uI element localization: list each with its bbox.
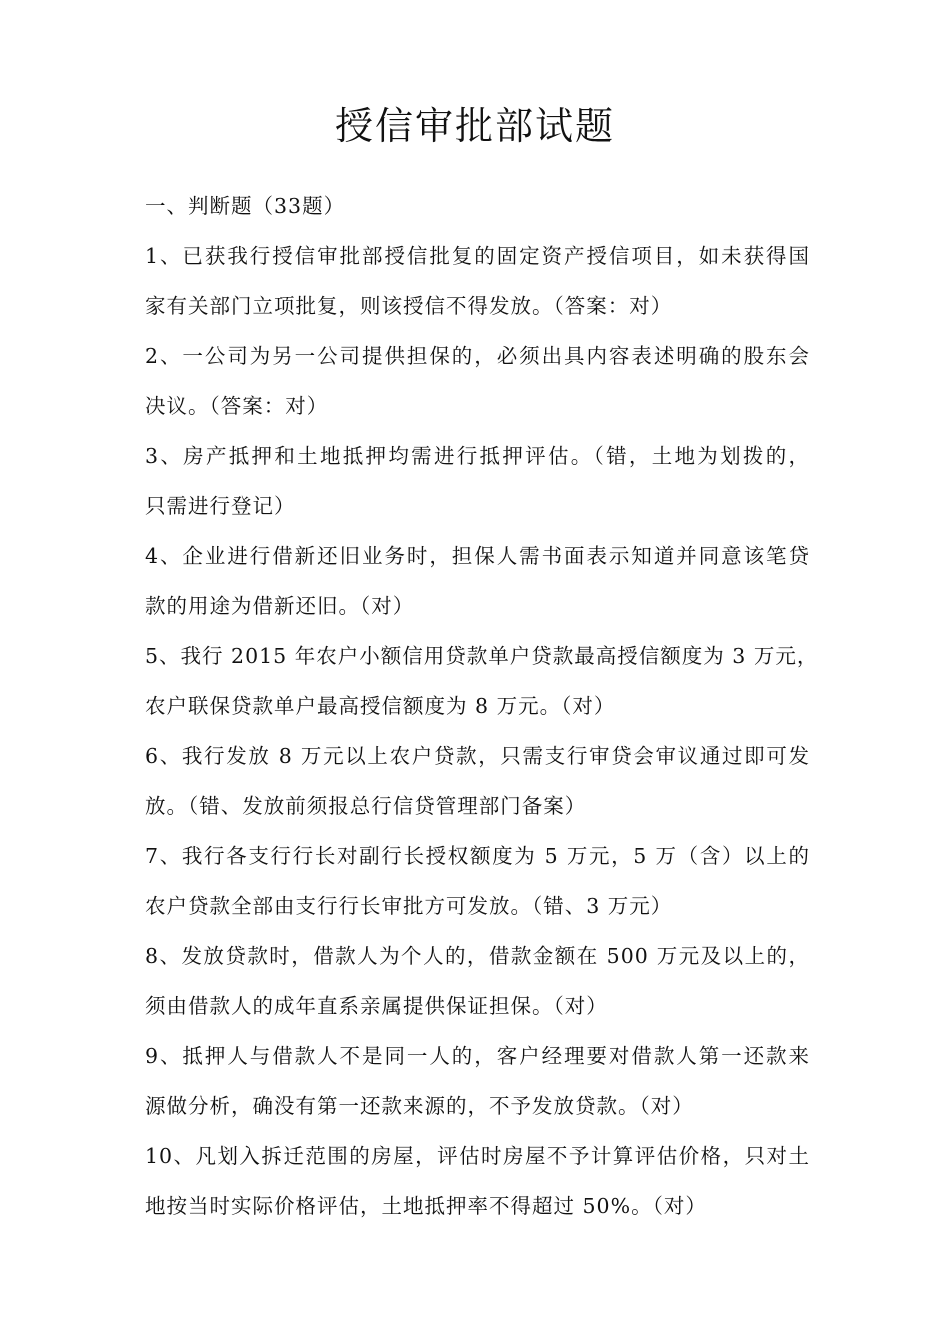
question-line: 3、房产抵押和土地抵押均需进行抵押评估。（错，土地为划拨的， (145, 444, 810, 468)
question-line: 农户贷款全部由支行行长审批方可发放。（错、3 万元） (145, 894, 673, 918)
question-line: 7、我行各支行行长对副行长授权额度为 5 万元，5 万（含）以上的 (145, 844, 810, 868)
question-1 (145, 231, 810, 331)
question-5 (145, 631, 819, 731)
question-line: 款的用途为借新还旧。（对） (145, 594, 415, 618)
question-line: 决议。（答案：对） (145, 394, 329, 418)
question-line: 9、抵押人与借款人不是同一人的，客户经理要对借款人第一还款来 (145, 1044, 810, 1068)
question-line: 源做分析，确没有第一还款来源的，不予发放贷款。（对） (145, 1094, 694, 1118)
question-line: 只需进行登记） (145, 494, 296, 518)
question-line: 5、我行 2015 年农户小额信用贷款单户贷款最高授信额度为 3 万元， (145, 644, 819, 668)
question-line: 10、凡划入拆迁范围的房屋，评估时房屋不予计算评估价格，只对土 (145, 1144, 810, 1168)
question-line: 2、一公司为另一公司提供担保的，必须出具内容表述明确的股东会 (145, 344, 810, 368)
question-3 (145, 431, 810, 531)
question-line: 6、我行发放 8 万元以上农户贷款，只需支行审贷会审议通过即可发 (145, 744, 810, 768)
question-4 (145, 531, 810, 631)
question-line: 4、企业进行借新还旧业务时，担保人需书面表示知道并同意该笔贷 (145, 544, 810, 568)
question-line: 家有关部门立项批复，则该授信不得发放。（答案：对） (145, 294, 673, 318)
question-line: 须由借款人的成年直系亲属提供保证担保。（对） (145, 994, 608, 1018)
question-8 (145, 931, 810, 1031)
question-line: 1、已获我行授信审批部授信批复的固定资产授信项目，如未获得国 (145, 244, 810, 268)
document-body (145, 181, 819, 1231)
question-line: 农户联保贷款单户最高授信额度为 8 万元。（对） (145, 694, 616, 718)
question-9 (145, 1031, 810, 1131)
question-line: 8、发放贷款时，借款人为个人的，借款金额在 500 万元及以上的， (145, 944, 810, 968)
question-6 (145, 731, 810, 831)
section-heading: 一、判断题（33题） (145, 194, 346, 218)
document-title: 授信审批部试题 (334, 104, 615, 148)
question-line: 放。（错、发放前须报总行信贷管理部门备案） (145, 794, 587, 818)
question-2 (145, 331, 810, 431)
question-line: 地按当时实际价格评估，土地抵押率不得超过 50%。（对） (145, 1194, 707, 1218)
question-10 (145, 1131, 810, 1231)
question-7 (145, 831, 810, 931)
